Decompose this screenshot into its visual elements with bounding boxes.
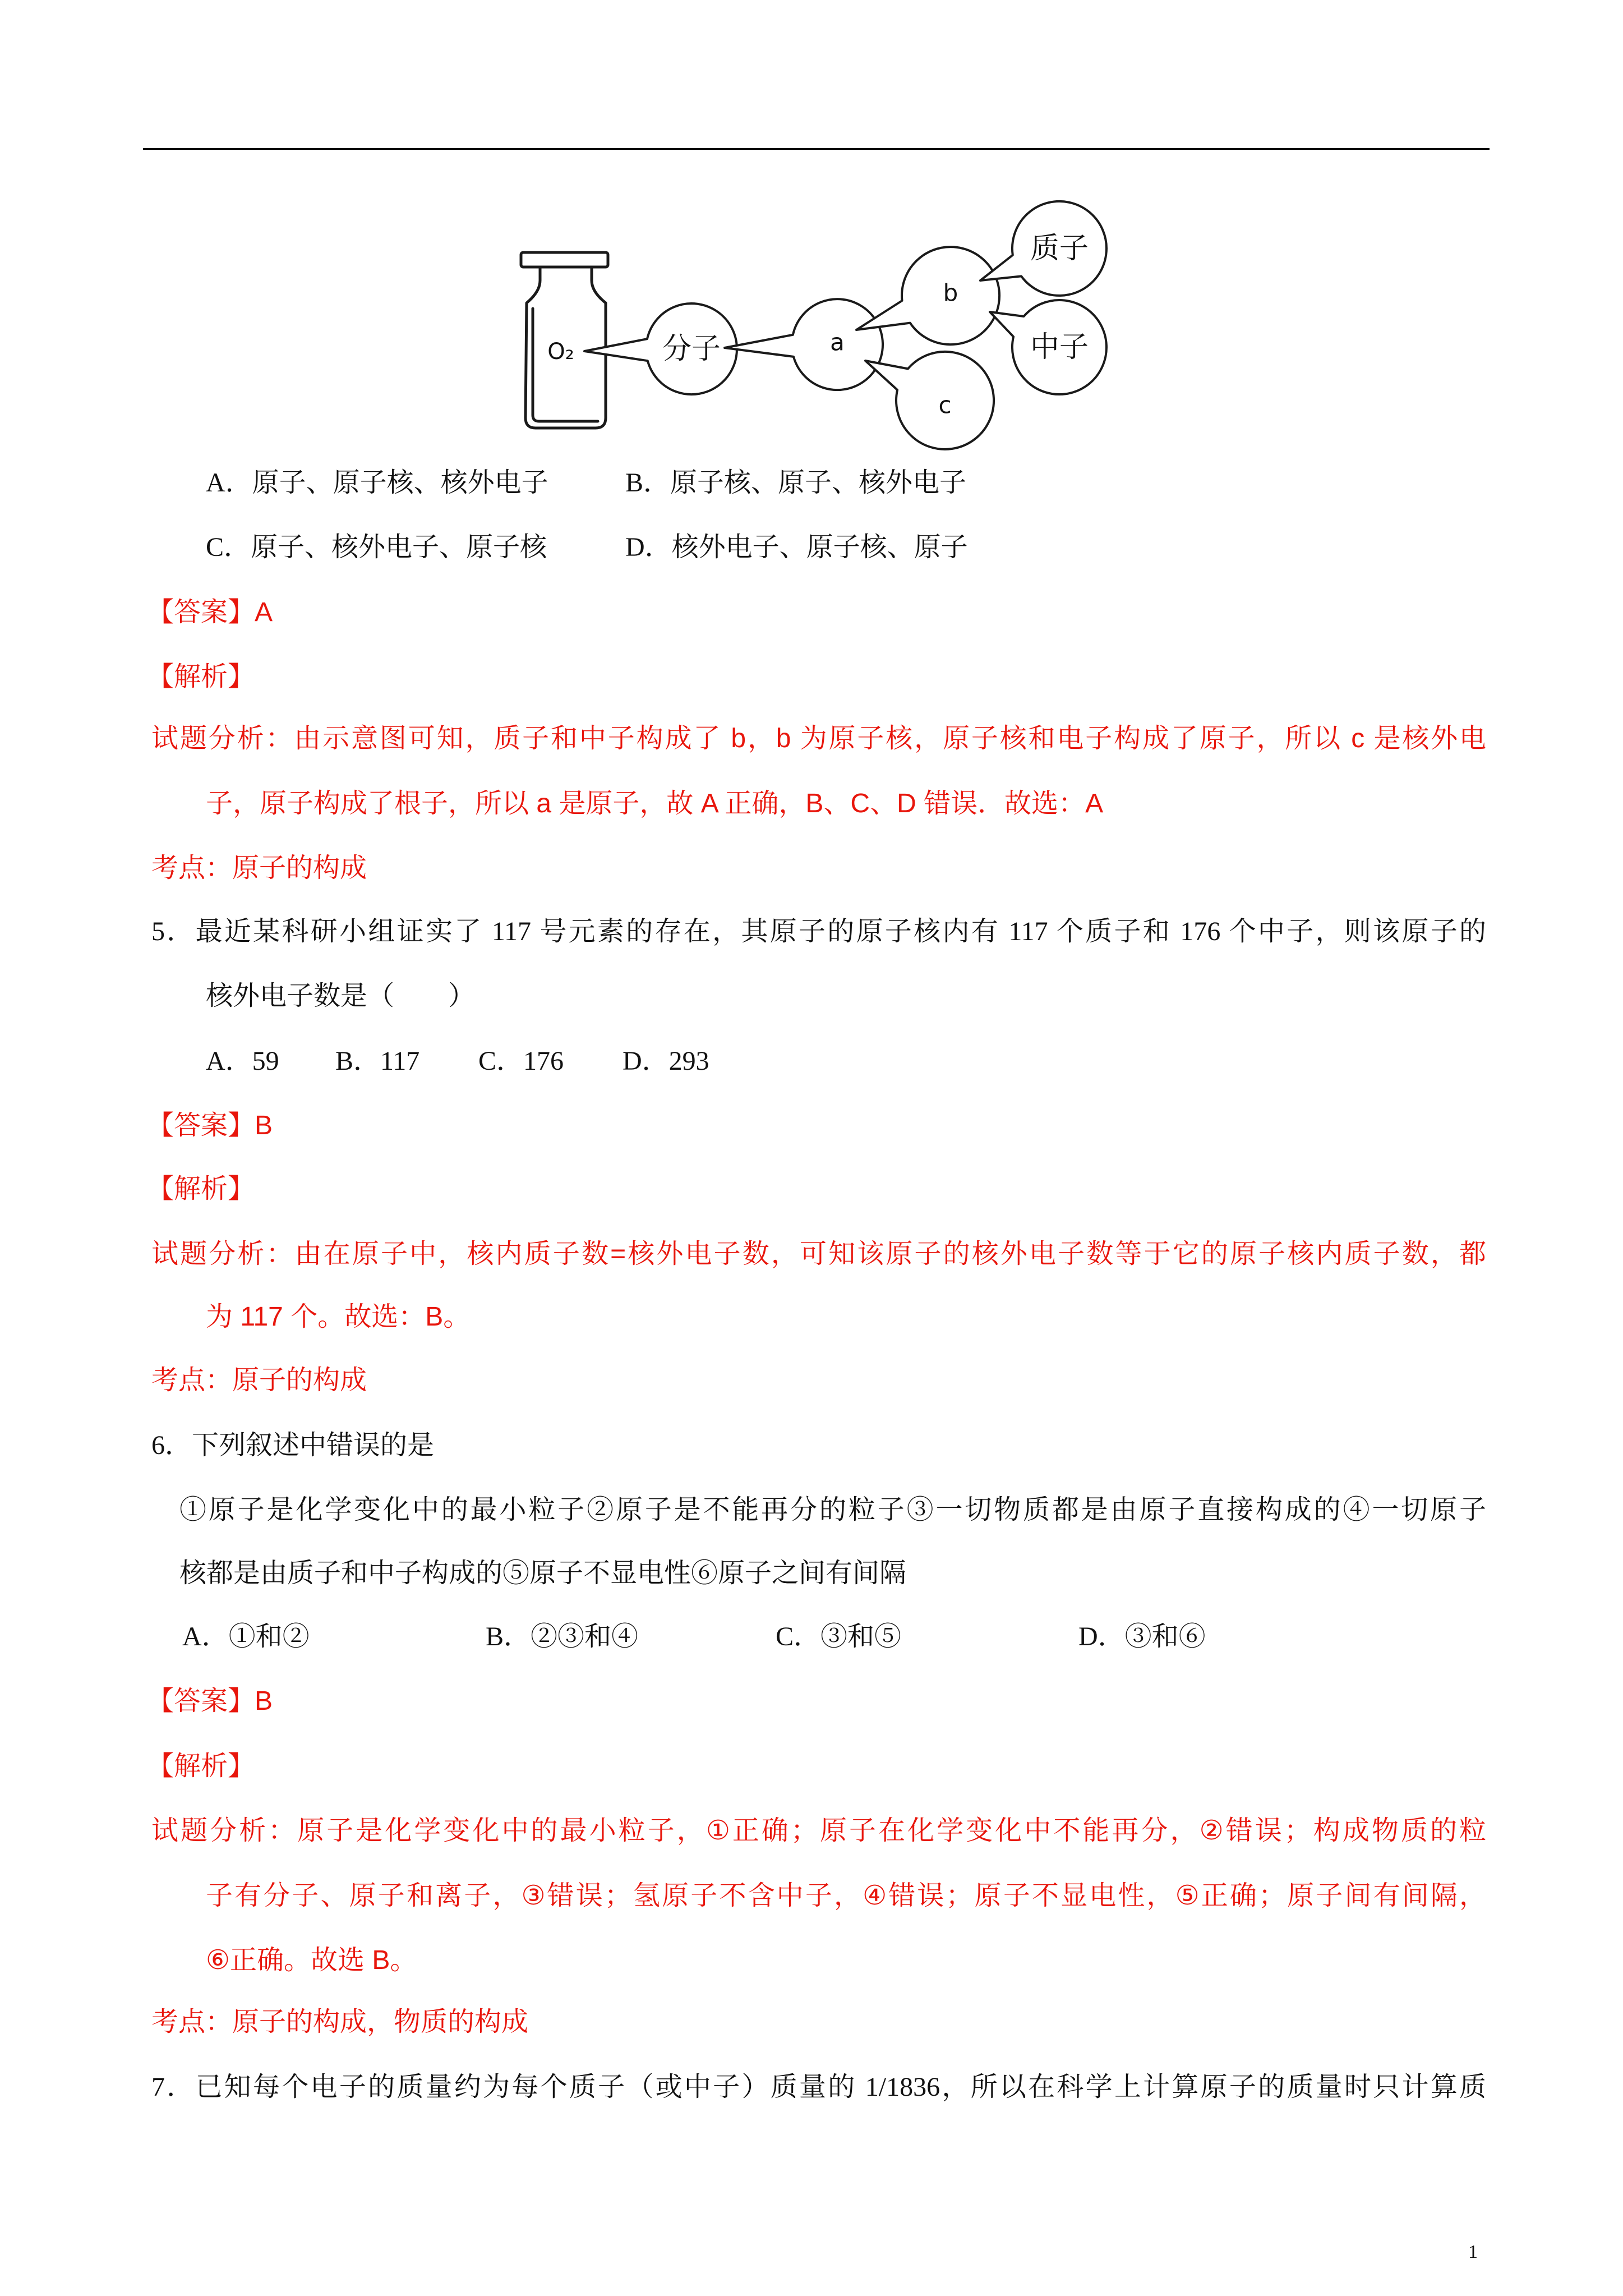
q5-analysis-label: 【解析】 (147, 1174, 255, 1204)
q4-analysis-label: 【解析】 (147, 662, 255, 692)
q6-option-a: A．①和② (182, 1622, 310, 1651)
q7-stem-line-1: 7．已知每个电子的质量约为每个质子（或中子）质量的 1/1836，所以在科学上计算原子的质量时只计算质 (151, 2072, 1486, 2102)
q5-answer (147, 1109, 273, 1143)
q4-option-b: B．原子核、原子、核外电子 (625, 468, 967, 498)
q5-option-c: C．176 (478, 1046, 564, 1076)
answer-label: 【答案】 (147, 597, 255, 627)
q4-key-point: 考点：原子的构成 (151, 853, 367, 883)
reagent-bottle-icon (521, 252, 608, 428)
neutron-label: 中子 (1030, 331, 1089, 364)
q4-option-a: A．原子、原子核、核外电子 (206, 468, 548, 498)
molecule-label: 分子 (662, 333, 721, 365)
bottle-stopper (521, 252, 608, 267)
answer-value: B (255, 1686, 273, 1716)
q5-key-point: 考点：原子的构成 (151, 1365, 367, 1395)
bubble-a (725, 299, 883, 390)
q5-analysis-line-2: 为 117 个。故选：B。 (206, 1302, 471, 1332)
q4-analysis-line-1: 试题分析：由示意图可知，质子和中子构成了 b，b 为原子核，原子核和电子构成了原子，所以 c 是核外电 (151, 724, 1486, 753)
q5-option-b: B．117 (335, 1046, 420, 1076)
q6-answer (147, 1685, 273, 1718)
node-c-label: c (938, 391, 952, 419)
page-number: 1 (1468, 2242, 1478, 2262)
bottle-label: O₂ (547, 339, 574, 365)
q6-analysis-label: 【解析】 (147, 1751, 255, 1781)
q4-option-d: D．核外电子、原子核、原子 (625, 532, 968, 562)
q6-key-point: 考点：原子的构成，物质的构成 (151, 2007, 529, 2037)
answer-label: 【答案】 (147, 1686, 255, 1716)
q5-stem-line-2: 核外电子数是（ ） (206, 981, 476, 1011)
header-rule (143, 148, 1490, 150)
q6-option-b: B．②③和④ (486, 1622, 639, 1651)
q4-answer (147, 596, 273, 629)
q5-analysis-line-1: 试题分析：由在原子中，核内质子数=核外电子数，可知该原子的核外电子数等于它的原子核内质子数，都 (151, 1239, 1486, 1269)
q4-analysis-line-2: 子，原子构成了根子，所以 a 是原子，故 A 正确，B、C、D 错误．故选：A (206, 789, 1104, 818)
answer-value: A (255, 597, 273, 627)
proton-label: 质子 (1030, 232, 1089, 265)
bubble-c (865, 352, 994, 449)
q6-analysis-line-3: ⑥正确。故选 B。 (206, 1945, 417, 1975)
bottle-glass-wall (533, 309, 598, 421)
q5-option-d: D．293 (623, 1046, 709, 1076)
q4-option-c: C．原子、核外电子、原子核 (206, 532, 547, 562)
answer-label: 【答案】 (147, 1111, 255, 1140)
q5-option-a: A．59 (206, 1046, 279, 1076)
answer-value: B (255, 1111, 273, 1140)
q6-statements-line-1: ①原子是化学变化中的最小粒子②原子是不能再分的粒子③一切物质都是由原子直接构成的④一切原子 (179, 1495, 1486, 1525)
q6-option-c: C．③和⑤ (776, 1622, 902, 1651)
q6-analysis-line-1: 试题分析：原子是化学变化中的最小粒子，①正确；原子在化学变化中不能再分，②错误；构成物质的粒 (151, 1816, 1486, 1846)
node-b-label: b (943, 279, 958, 307)
q6-analysis-line-2: 子有分子、原子和离子，③错误；氢原子不含中子，④错误；原子不显电性，⑤正确；原子间有间隔， (206, 1881, 1486, 1911)
q6-option-d: D．③和⑥ (1078, 1622, 1206, 1651)
q6-statements-line-2: 核都是由质子和中子构成的⑤原子不显电性⑥原子之间有间隔 (179, 1558, 907, 1588)
atom-structure-diagram (505, 191, 1122, 460)
q5-stem-line-1: 5．最近某科研小组证实了 117 号元素的存在，其原子的原子核内有 117 个质子和 176 个中子，则该原子的 (151, 917, 1486, 946)
q6-stem: 6．下列叙述中错误的是 (151, 1430, 435, 1460)
node-a-label: a (830, 328, 845, 356)
